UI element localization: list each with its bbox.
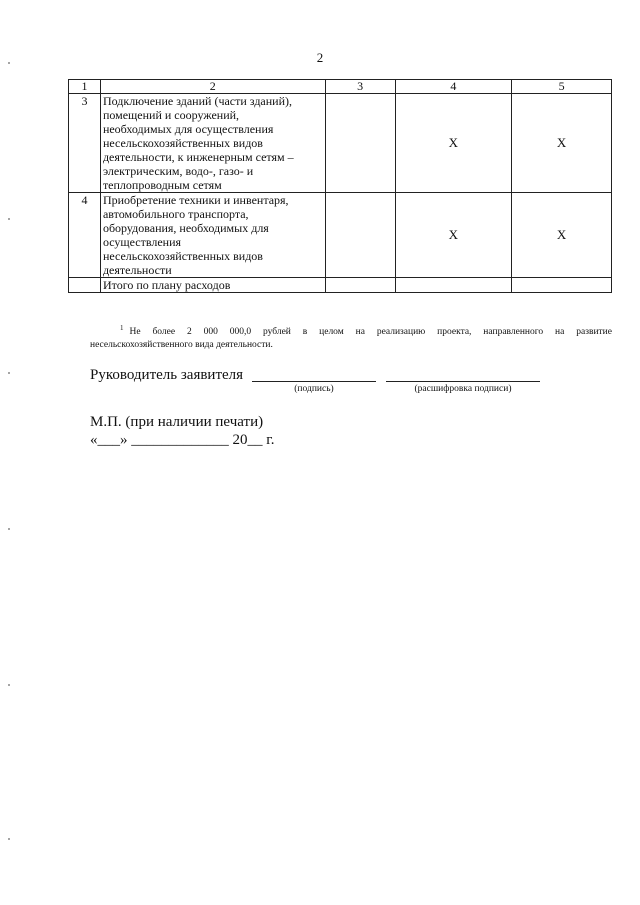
- scan-speck: [8, 528, 10, 530]
- description-line: оборудования, необходимых для: [102, 221, 269, 235]
- footnote: [90, 322, 612, 352]
- signature-decode-line: [386, 381, 540, 382]
- description-line: деятельности: [102, 263, 172, 277]
- description-line: деятельности, к инженерным сетям –: [102, 150, 294, 164]
- footnote-line-1: [90, 322, 612, 339]
- description-line: Приобретение техники и инвентаря,: [102, 193, 289, 207]
- row-col-3-cell: [325, 193, 395, 278]
- description-line: осуществления: [102, 235, 182, 249]
- signature-caption: (подпись): [294, 384, 334, 394]
- total-col-4-cell: [395, 278, 512, 293]
- header-col-2: 2: [100, 80, 325, 94]
- header-col-5: 5: [512, 80, 612, 94]
- signature-label: Руководитель заявителя: [90, 367, 244, 383]
- row-col-5-mark: X: [512, 94, 612, 193]
- description-line: автомобильного транспорта,: [102, 207, 249, 221]
- description-line: несельскохозяйственных видов: [102, 136, 263, 150]
- row-description: [100, 94, 325, 193]
- header-col-1: 1: [69, 80, 101, 94]
- description-line: необходимых для осуществления: [102, 122, 274, 136]
- row-col-5-mark: X: [512, 193, 612, 278]
- total-col-5-cell: [512, 278, 612, 293]
- row-number: 3: [69, 94, 101, 193]
- table-row: [69, 94, 612, 193]
- signature-line: [252, 381, 376, 382]
- signature-decode-caption: (расшифровка подписи): [414, 384, 512, 394]
- row-col-3-cell: [325, 94, 395, 193]
- description-line: электрическим, водо-, газо- и: [102, 164, 254, 178]
- scan-speck: [8, 372, 10, 374]
- page-number: 2: [316, 50, 324, 65]
- scan-speck: [8, 684, 10, 686]
- row-col-4-mark: X: [395, 193, 512, 278]
- total-col-3-cell: [325, 278, 395, 293]
- description-line: помещений и сооружений,: [102, 108, 240, 122]
- description-line: теплопроводным сетям: [102, 178, 222, 192]
- total-number-cell: [69, 278, 101, 293]
- stamp-label: М.П. (при наличии печати): [90, 414, 264, 430]
- table-header-row: [69, 80, 612, 94]
- row-col-4-mark: X: [395, 94, 512, 193]
- date-line: «___» _____________ 20__ г.: [90, 432, 275, 448]
- scan-speck: [8, 218, 10, 220]
- row-number: 4: [69, 193, 101, 278]
- header-col-4: 4: [395, 80, 512, 94]
- footnote-line-2: несельскохозяйственного вида деятельности.: [90, 340, 273, 350]
- table-total-row: [69, 278, 612, 293]
- description-line: Подключение зданий (части зданий),: [102, 94, 293, 108]
- footnote-marker: 1: [120, 324, 124, 332]
- expense-plan-table: [68, 79, 612, 293]
- table-row: [69, 193, 612, 278]
- header-col-3: 3: [325, 80, 395, 94]
- description-line: несельскохозяйственных видов: [102, 249, 263, 263]
- row-description: [100, 193, 325, 278]
- footnote-text-1: Не более 2 000 000,0 рублей в целом на реализацию проекта, направленного на развитие: [129, 327, 612, 337]
- scan-speck: [8, 838, 10, 840]
- total-label: Итого по плану расходов: [100, 278, 325, 293]
- scan-speck: [8, 62, 10, 64]
